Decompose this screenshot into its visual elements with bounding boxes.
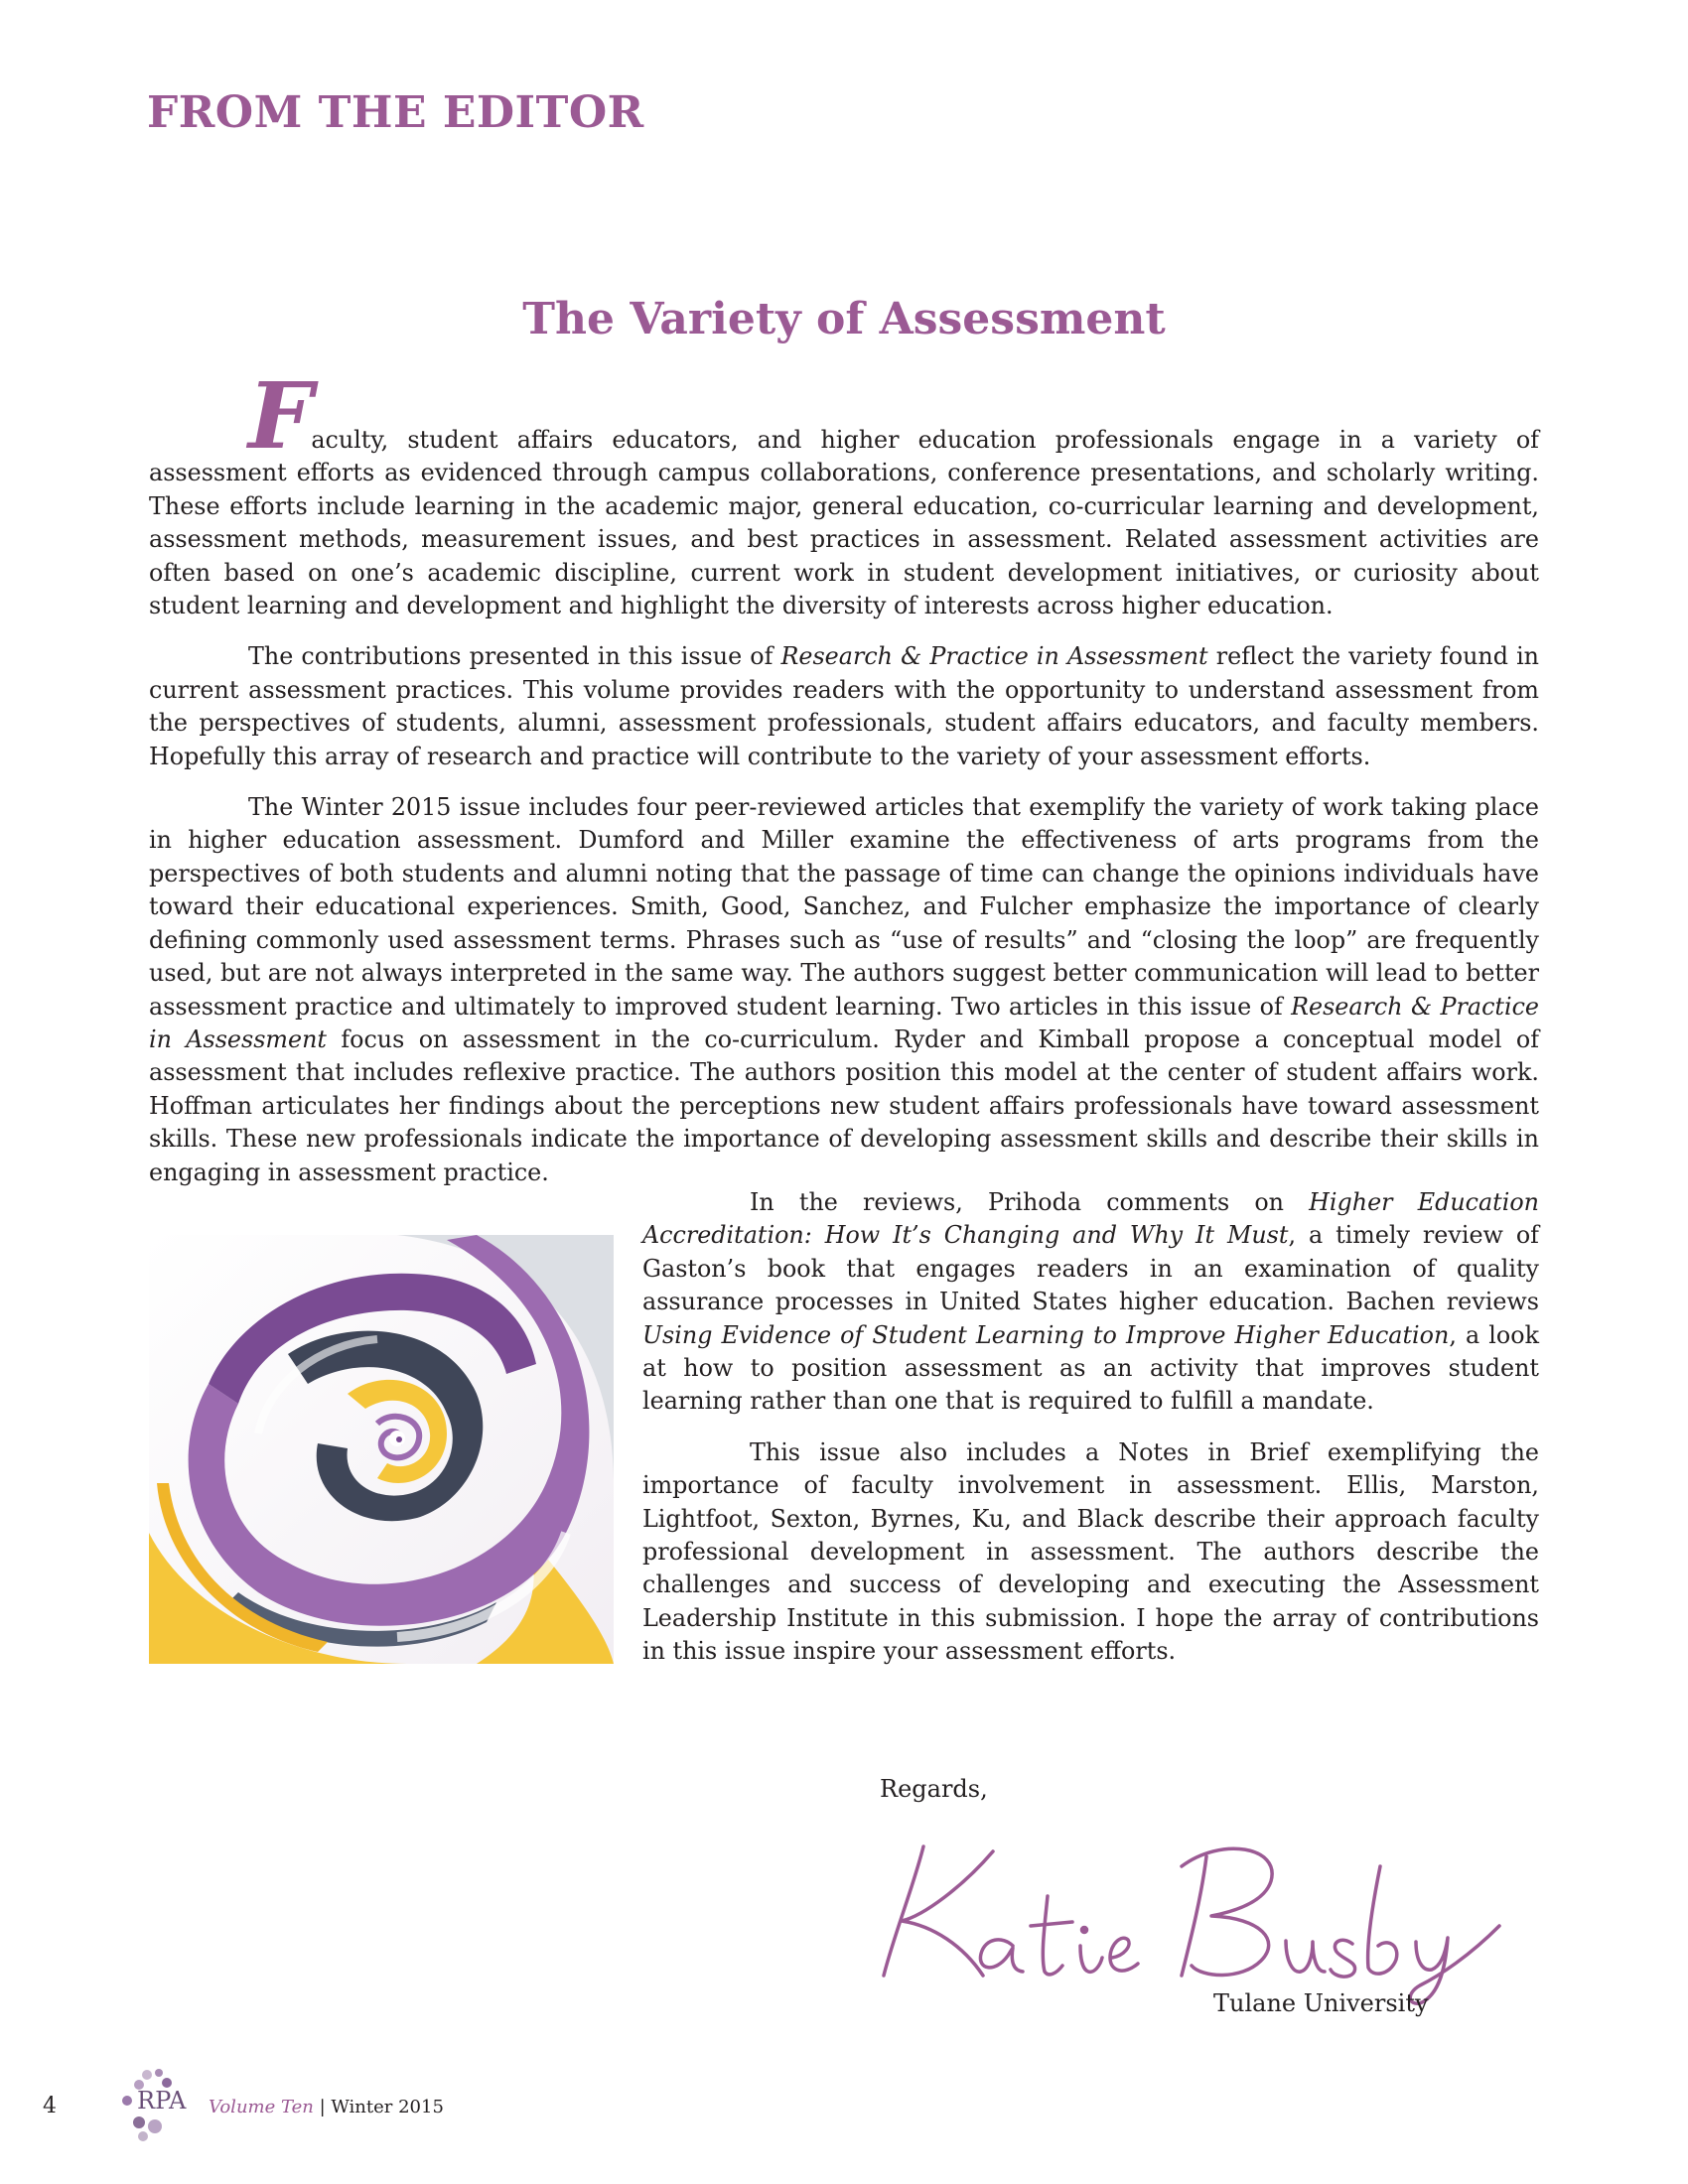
rpa-logo-icon	[117, 2065, 197, 2144]
paragraph-2	[149, 640, 1539, 773]
footer-issue	[209, 2097, 444, 2117]
signature-text: Katie Busby	[864, 1827, 871, 1828]
paragraph-4	[642, 1186, 1539, 1419]
drop-cap: F	[248, 362, 312, 470]
signature	[864, 1827, 1519, 2005]
book-title: Using Evidence of Student Learning to Improve Higher Education	[642, 1320, 1450, 1349]
right-column	[642, 1186, 1539, 1687]
paragraph-4-text-c: , a look at how to position assessment as an activity that improves student learning rather than one that is required to fulfill a mandate.	[642, 1320, 1539, 1416]
paragraph-2-text-b: reflect the variety found in current assessment practices. This volume provides readers with the opportunity to understand assessment from the perspectives of students, alumni, assessment professionals, student affairs educators, and faculty members. Hopefully this array of research and practice will contribute to the variety of your assessment efforts.	[149, 642, 1540, 770]
footer-volume: Volume Ten	[209, 2097, 314, 2117]
paragraph-5: This issue also includes a Notes in Brief exemplifying the importance of faculty involvement in assessment. Ellis, Marston, Lightfoot, Sexton, Byrnes, Ku, and Black describe their approach faculty professional development in assessment. The authors describe the challenges and success of developing and executing the Assessment Leadership Institute in this submission. I hope the array of contributions in this issue inspire your assessment efforts.	[642, 1437, 1539, 1666]
paragraph-4-text-a: In the reviews, Prihoda comments on	[750, 1188, 1310, 1216]
paragraph-3	[149, 791, 1539, 1189]
swirl-artwork	[149, 1235, 614, 1664]
paragraph-3-text-a: The Winter 2015 issue includes four peer-reviewed articles that exemplify the variety of work taking place in higher education assessment. Dumford and Miller examine the effectiveness of arts programs from the perspectives of both students and alumni noting that the passage of time can change the opinions individuals have toward their educational experiences. Smith, Good, Sanchez, and Fulcher emphasize the importance of clearly defining commonly used assessment terms. Phrases such as “use of results” and “closing the loop” are frequently used, but are not always interpreted in the same way. The authors suggest better communication will lead to better assessment practice and ultimately to improved student learning. Two articles in this issue of	[149, 793, 1539, 1021]
book-title: Higher Education Accreditation: How It’s Changing and Why It Must	[642, 1188, 1539, 1250]
journal-title: Research & Practice in Assessment	[780, 642, 1208, 671]
affiliation: Tulane University	[1213, 1989, 1429, 2017]
paragraph-2-text-a: The contributions presented in this issue of	[248, 642, 781, 671]
swirl-icon	[149, 1235, 614, 1664]
page-number: 4	[43, 2094, 57, 2118]
section-heading: FROM THE EDITOR	[147, 87, 644, 138]
closing-regards: Regards,	[880, 1775, 988, 1803]
journal-title: Research & Practice in Assessment	[149, 992, 1539, 1053]
footer-separator: |	[313, 2097, 332, 2117]
paragraph-1	[149, 362, 1539, 622]
paragraph-3-text-b: focus on assessment in the co-curriculum. Ryder and Kimball propose a conceptual model of assessment that includes reflexive practice. The authors position this model at the center of student affairs work. Hoffman articulates her findings about the perceptions new student affairs professionals have toward assessment skills. These new professionals indicate the importance of developing assessment skills and describe their skills in engaging in assessment practice.	[149, 1024, 1540, 1186]
rpa-logo-text: RPA	[137, 2087, 187, 2115]
article-title: The Variety of Assessment	[522, 294, 1166, 344]
paragraph-4-text-b: , a timely review of Gaston’s book that engages readers in an examination of quality assurance processes in United States higher education. Bachen reviews	[642, 1221, 1539, 1316]
paragraph-1-text: aculty, student affairs educators, and higher education professionals engage in a variety of assessment efforts as evidenced through campus collaborations, conference presentations, and scholarly writing. These efforts include learning in the academic major, general education, co-curricular learning and development, assessment methods, measurement issues, and best practices in assessment. Related assessment activities are often based on one’s academic discipline, current work in student development initiatives, or curiosity about student learning and development and highlight the diversity of interests across higher education.	[149, 426, 1539, 620]
footer-issue-date: Winter 2015	[331, 2097, 444, 2117]
article-body	[149, 362, 1540, 1207]
